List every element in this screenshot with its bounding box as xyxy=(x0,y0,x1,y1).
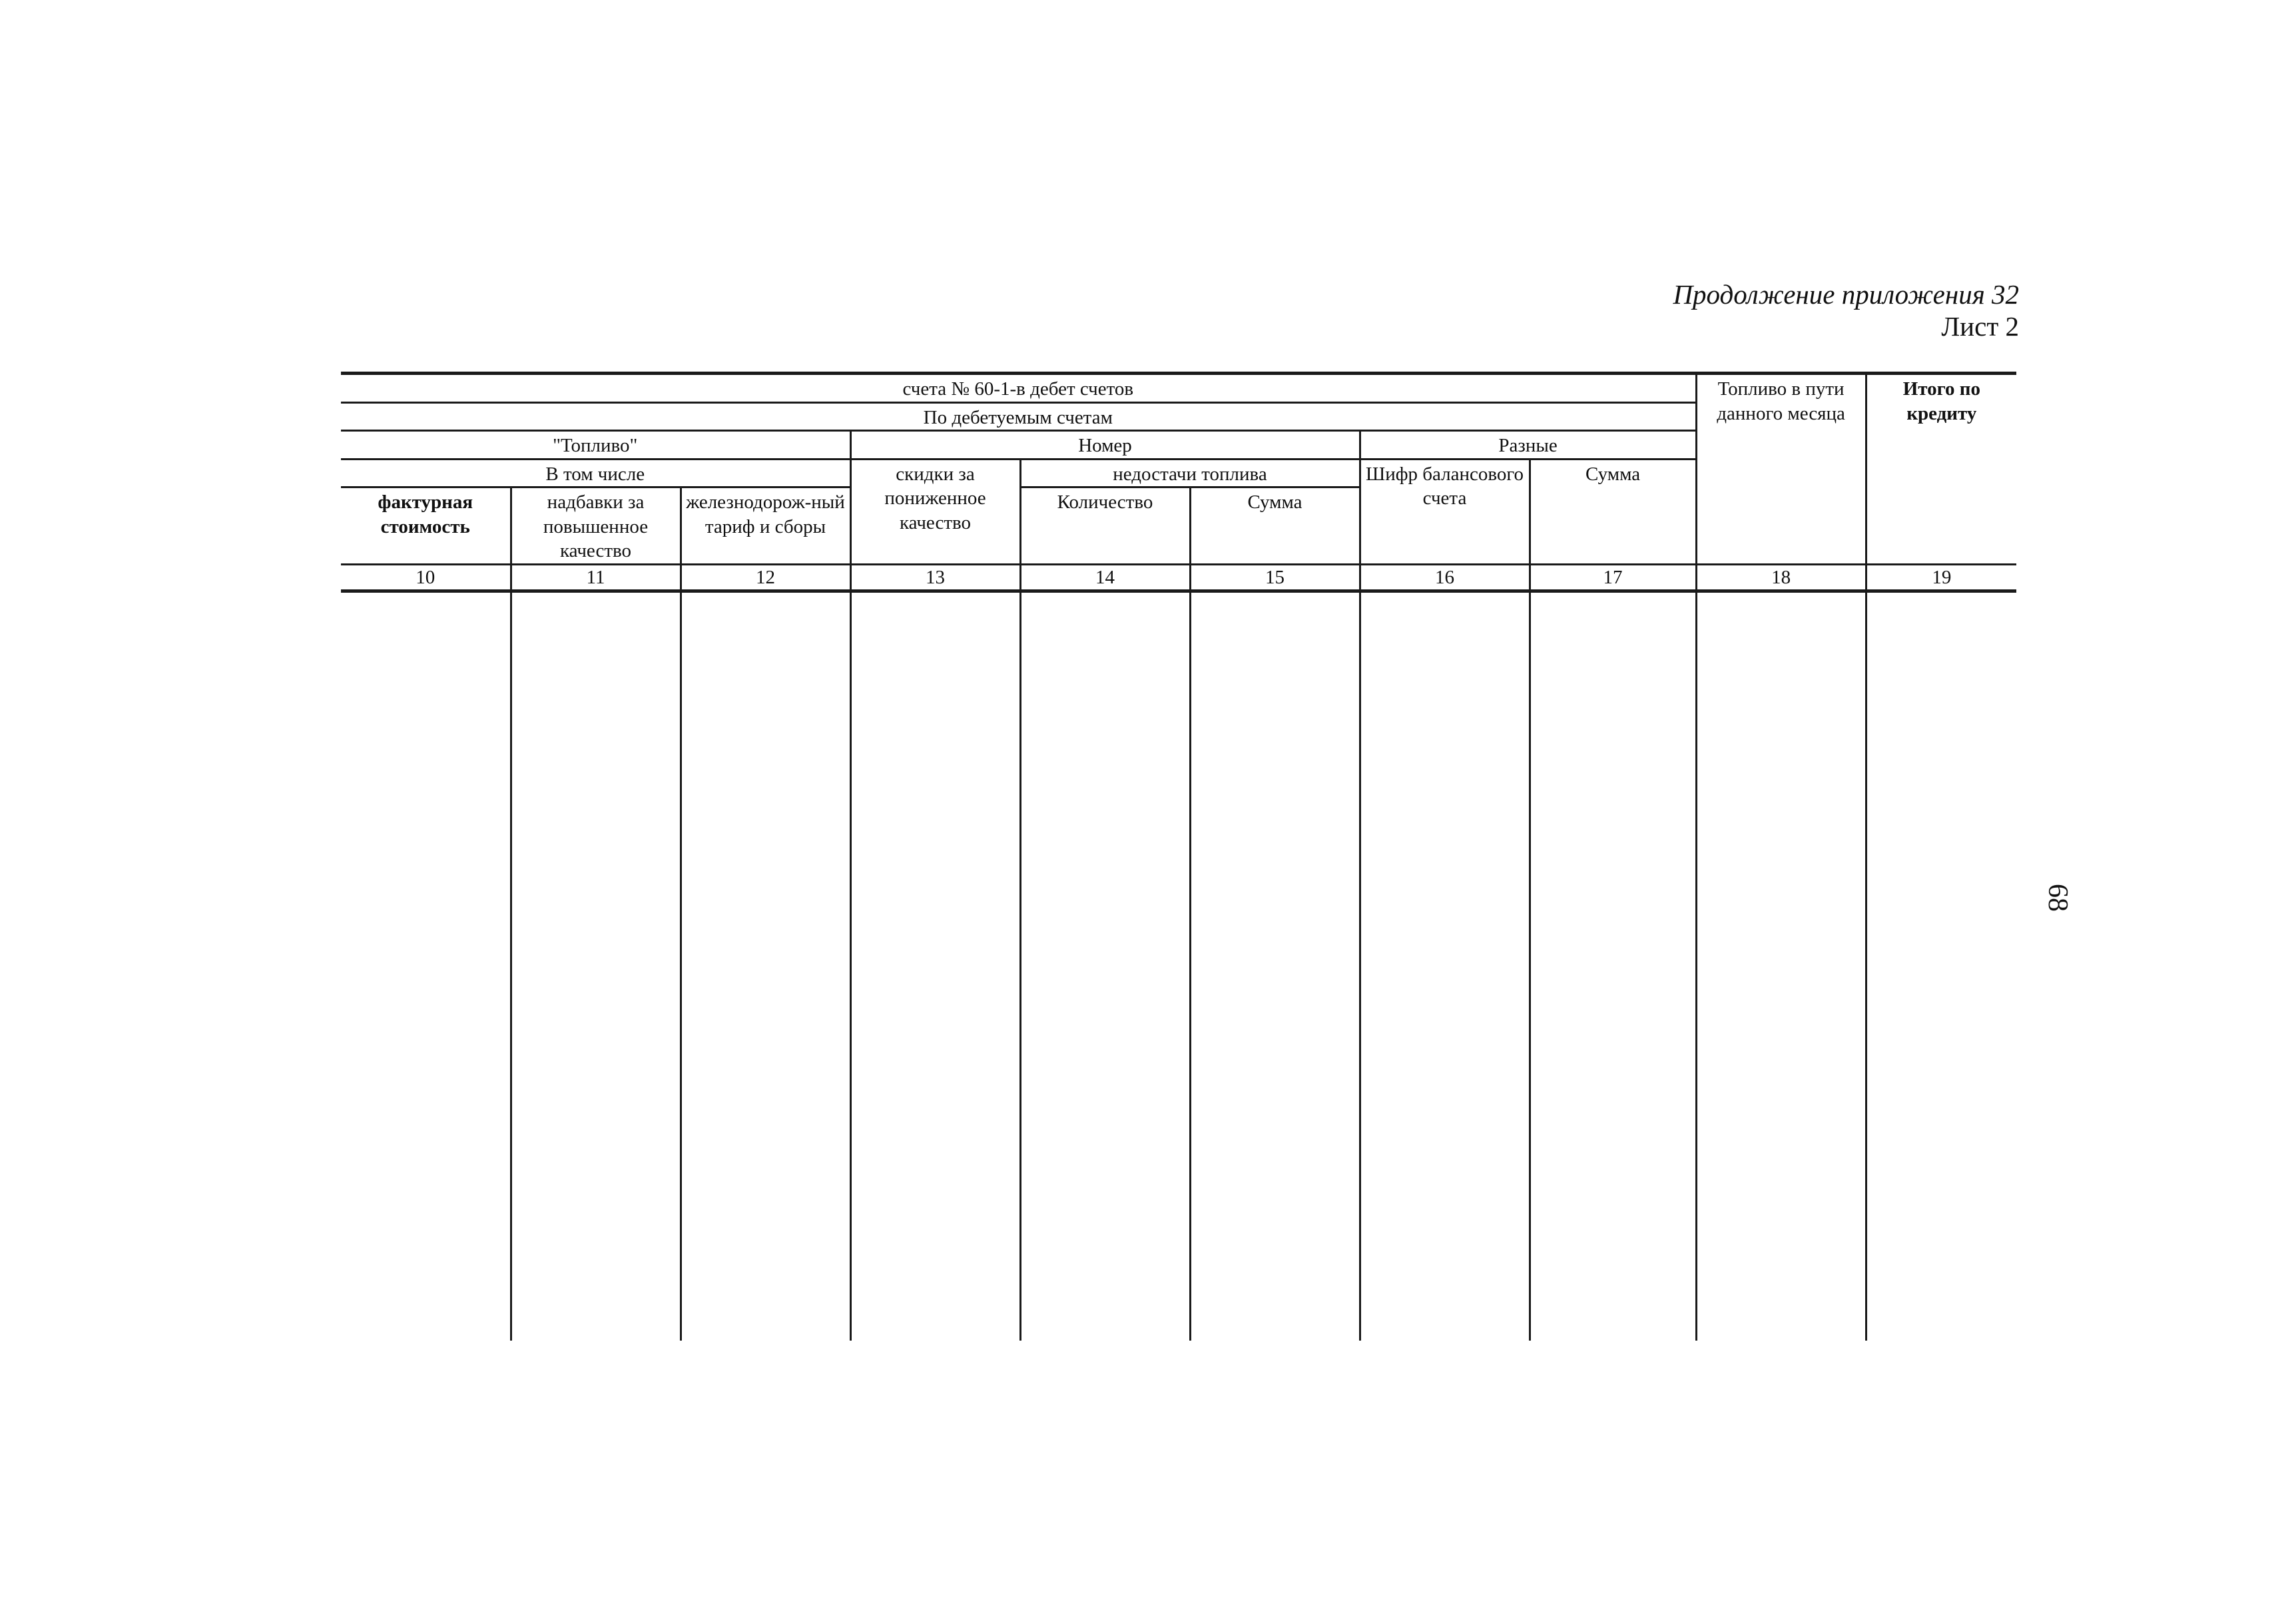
column-number: 12 xyxy=(681,564,850,591)
table-cell xyxy=(1696,591,1866,1341)
column-number: 10 xyxy=(341,564,511,591)
header-row-1 xyxy=(341,374,2016,403)
header-including: В том числе xyxy=(341,459,850,487)
header-total-credit: Итого по кредиту xyxy=(1866,374,2016,565)
sheet-label: Лист 2 xyxy=(1941,311,2019,342)
table-cell xyxy=(1190,591,1360,1341)
appendix-title: Продолжение приложения 32 xyxy=(1673,279,2019,310)
header-discount: скидки за пониженное качество xyxy=(850,459,1020,564)
header-account-code: Шифр балансового счета xyxy=(1360,459,1530,564)
header-invoice-cost: фактурная стоимость xyxy=(341,487,511,565)
header-account-credit: счета № 60-1-в дебет счетов xyxy=(341,374,1696,403)
header-shortage: недостачи топлива xyxy=(1020,459,1360,487)
header-fuel-in-transit: Топливо в пути данного месяца xyxy=(1696,374,1866,565)
header-sum-shortage: Сумма xyxy=(1190,487,1360,565)
table-cell xyxy=(1530,591,1696,1341)
header-by-debited: По дебетуемым счетам xyxy=(341,402,1696,431)
header-rail-tariff: железнодорож-ный тариф и сборы xyxy=(681,487,850,565)
column-number: 13 xyxy=(850,564,1020,591)
table-cell xyxy=(850,591,1020,1341)
header-sum-various: Сумма xyxy=(1530,459,1696,564)
header-fuel: "Топливо" xyxy=(341,431,850,460)
header-number: Номер xyxy=(850,431,1360,460)
column-number: 18 xyxy=(1696,564,1866,591)
ledger-table xyxy=(341,372,2016,1341)
table-cell xyxy=(1020,591,1190,1341)
table-cell xyxy=(1360,591,1530,1341)
table-cell xyxy=(511,591,681,1341)
column-number: 11 xyxy=(511,564,681,591)
column-number-row xyxy=(341,564,2016,591)
column-number: 16 xyxy=(1360,564,1530,591)
page-number: 68 xyxy=(2042,884,2073,912)
table-body-row xyxy=(341,591,2016,1341)
table-cell xyxy=(341,591,511,1341)
table-cell xyxy=(681,591,850,1341)
appendix-caption xyxy=(1673,278,2019,343)
column-number: 15 xyxy=(1190,564,1360,591)
column-number: 14 xyxy=(1020,564,1190,591)
header-various: Разные xyxy=(1360,431,1696,460)
header-quality-markup: надбавки за повышенное качество xyxy=(511,487,681,565)
column-number: 17 xyxy=(1530,564,1696,591)
header-quantity: Количество xyxy=(1020,487,1190,565)
column-number: 19 xyxy=(1866,564,2016,591)
table-cell xyxy=(1866,591,2016,1341)
